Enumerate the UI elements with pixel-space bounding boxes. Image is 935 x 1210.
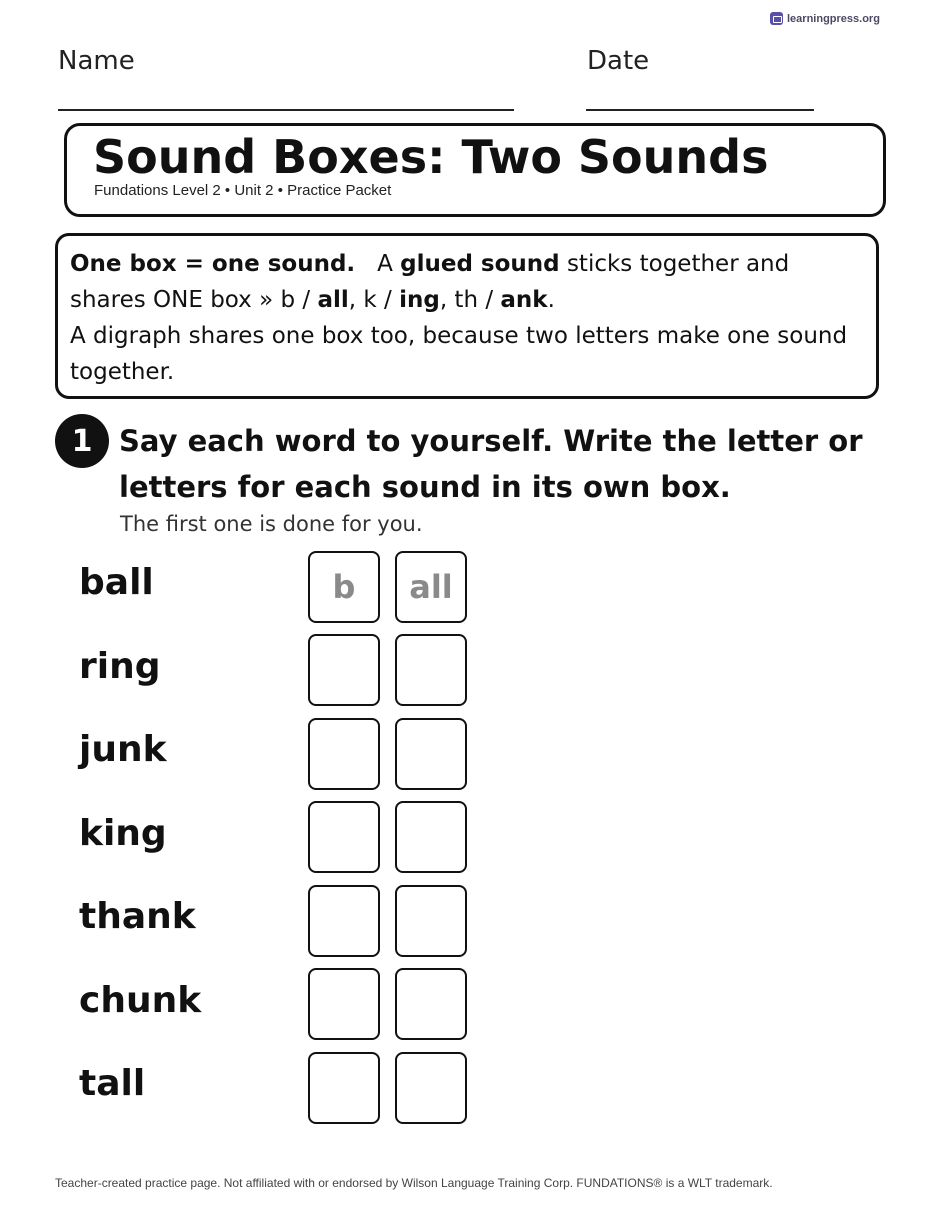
sound-box[interactable] <box>308 801 380 873</box>
rule-bold: One box = one sound. <box>70 251 356 277</box>
word-label: chunk <box>79 980 202 1021</box>
word-label: tall <box>79 1063 146 1104</box>
word-label: king <box>79 813 167 854</box>
rule-text: . <box>547 287 555 313</box>
brand-text: learningpress.org <box>787 12 880 25</box>
name-label: Name <box>58 46 135 76</box>
word-label: ring <box>79 646 161 687</box>
rule-example: ank <box>500 287 548 313</box>
footer-disclaimer: Teacher-created practice page. Not affiliated with or endorsed by Wilson Language Training Corp. FUNDATIONS® is a WLT trademark. <box>55 1176 773 1190</box>
page-title: Sound Boxes: Two Sounds <box>93 130 769 184</box>
page-subtitle: Fundations Level 2 • Unit 2 • Practice Packet <box>94 182 392 199</box>
sound-box[interactable] <box>395 1052 467 1124</box>
sound-box[interactable]: b <box>308 551 380 623</box>
sound-box[interactable] <box>395 718 467 790</box>
rule-text: A <box>377 251 393 277</box>
rule-glued: glued sound <box>400 251 560 277</box>
sound-box[interactable] <box>395 968 467 1040</box>
rule-text: , k / <box>348 287 392 313</box>
word-label: junk <box>79 729 167 770</box>
sound-box[interactable] <box>395 885 467 957</box>
rule-example: all <box>317 287 349 313</box>
sound-box[interactable] <box>395 801 467 873</box>
rule-text: shares ONE box » b / <box>70 287 311 313</box>
rule-example: ing <box>399 287 440 313</box>
name-line[interactable] <box>58 109 514 111</box>
sound-box[interactable] <box>308 718 380 790</box>
rule-text: sticks together and <box>566 251 790 277</box>
date-line[interactable] <box>586 109 814 111</box>
rule-box <box>55 233 879 399</box>
sound-box[interactable] <box>308 1052 380 1124</box>
title-box <box>64 123 886 217</box>
sound-box[interactable] <box>308 885 380 957</box>
exercise-instruction: Say each word to yourself. Write the letter or letters for each sound in its own box. <box>119 424 863 504</box>
book-icon <box>770 12 783 25</box>
date-label: Date <box>587 46 650 76</box>
sound-box[interactable] <box>395 634 467 706</box>
brand-logo <box>770 12 880 25</box>
word-label: ball <box>79 562 154 603</box>
rule-text: , th / <box>439 287 494 313</box>
exercise-hint: The first one is done for you. <box>120 512 423 536</box>
word-label: thank <box>79 896 196 937</box>
rule-line-1 <box>70 246 864 318</box>
sound-box[interactable]: all <box>395 551 467 623</box>
sound-box[interactable] <box>308 968 380 1040</box>
rule-line-2: A digraph shares one box too, because two letters make one sound together. <box>70 323 848 385</box>
sound-box[interactable] <box>308 634 380 706</box>
step-number-badge: 1 <box>55 414 109 468</box>
